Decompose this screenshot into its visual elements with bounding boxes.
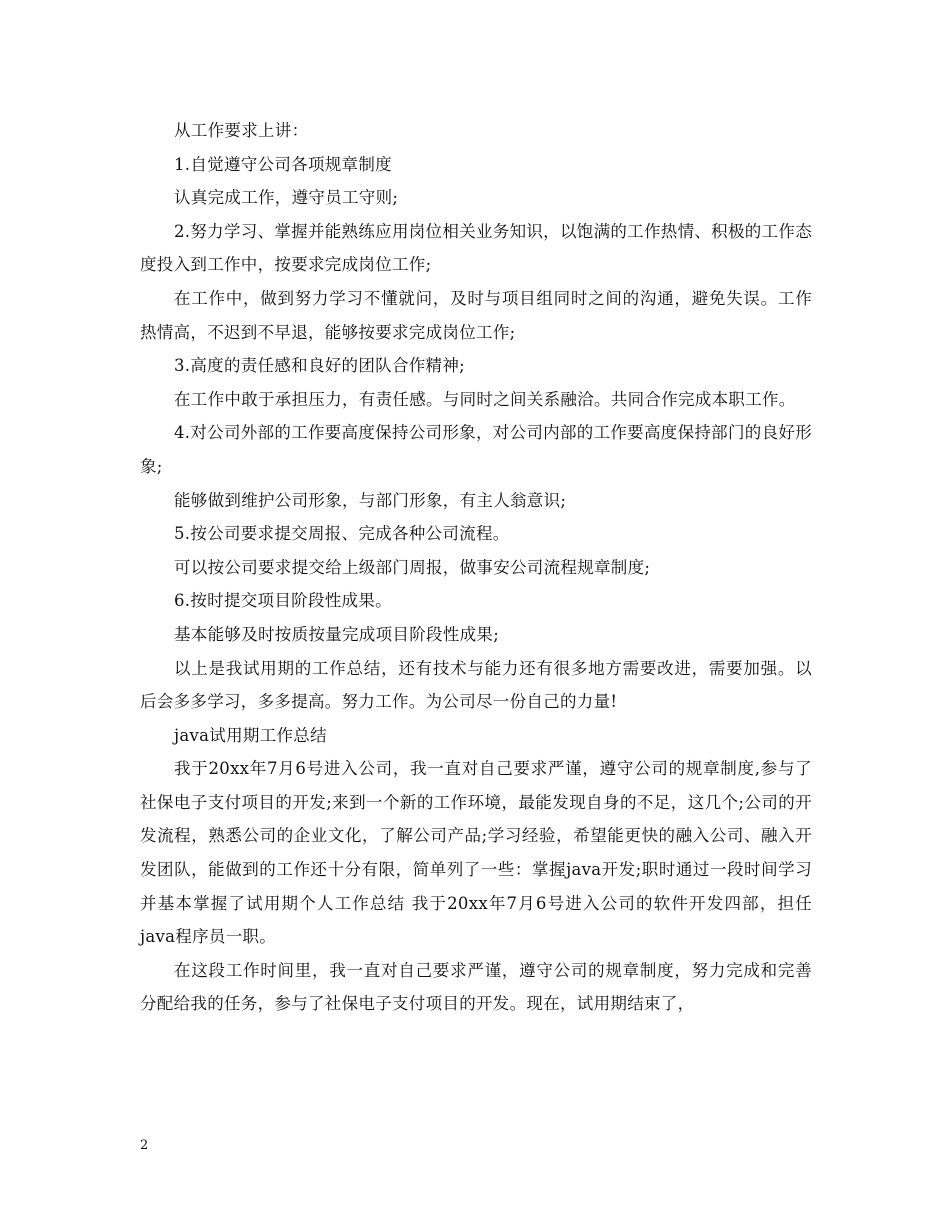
paragraph: 基本能够及时按质按量完成项目阶段性成果; bbox=[174, 624, 500, 644]
paragraph: 4.对公司外部的工作要高度保持公司形象，对公司内部的工作要高度保持部门的良好形象; bbox=[140, 423, 812, 476]
paragraph: 在工作中敢于承担压力，有责任感。与同时之间关系融洽。共同合作完成本职工作。 bbox=[174, 389, 796, 409]
paragraph: 3.高度的责任感和良好的团队合作精神; bbox=[174, 356, 466, 376]
document-body bbox=[140, 114, 812, 1021]
section-heading: java试用期工作总结 bbox=[174, 725, 327, 745]
page-number: 2 bbox=[140, 1138, 149, 1153]
paragraph: 6.按时提交项目阶段性成果。 bbox=[174, 591, 392, 611]
paragraph: 以上是我试用期的工作总结，还有技术与能力还有很多地方需要改进，需要加强。以后会多多学习，多多提高。努力工作。为公司尽一份自己的力量! bbox=[140, 658, 812, 712]
paragraph: 在这段工作时间里，我一直对自己要求严谨，遵守公司的规章制度，努力完成和完善分配给我的任务，参与了社保电子支付项目的开发。现在，试用期结束了， bbox=[140, 960, 812, 1014]
paragraph: 能够做到维护公司形象，与部门形象，有主人翁意识; bbox=[174, 490, 567, 510]
paragraph: 我于20xx年7月6号进入公司，我一直对自己要求严谨，遵守公司的规章制度,参与了社保电子支付项目的开发;来到一个新的工作环境，最能发现自身的不足，这几个;公司的开发流程，熟悉公司的企业文化，了解公司产品;学习经验，希望能更快的融入公司、融入开发团队，能做到的工作还十分有限，简单列了一些：掌握java开发;职时通过一段时间学习并基本掌握了试用期个人工作总结 我于20xx年7月6号进入公司的软件开发四部，担任java程序员一职。 bbox=[140, 759, 812, 947]
paragraph: 2.努力学习、掌握并能熟练应用岗位相关业务知识，以饱满的工作热情、积极的工作态度投入到工作中，按要求完成岗位工作; bbox=[140, 221, 812, 275]
paragraph: 5.按公司要求提交周报、完成各种公司流程。 bbox=[174, 524, 510, 544]
paragraph: 从工作要求上讲： bbox=[174, 121, 309, 140]
paragraph: 在工作中，做到努力学习不懂就问，及时与项目组同时之间的沟通，避免失误。工作热情高，不迟到不早退，能够按要求完成岗位工作; bbox=[140, 288, 812, 342]
paragraph: 1.自觉遵守公司各项规章制度 bbox=[174, 154, 392, 174]
paragraph: 可以按公司要求提交给上级部门周报，做事安公司流程规章制度; bbox=[174, 557, 651, 577]
paragraph: 认真完成工作，遵守员工守则; bbox=[174, 188, 399, 208]
